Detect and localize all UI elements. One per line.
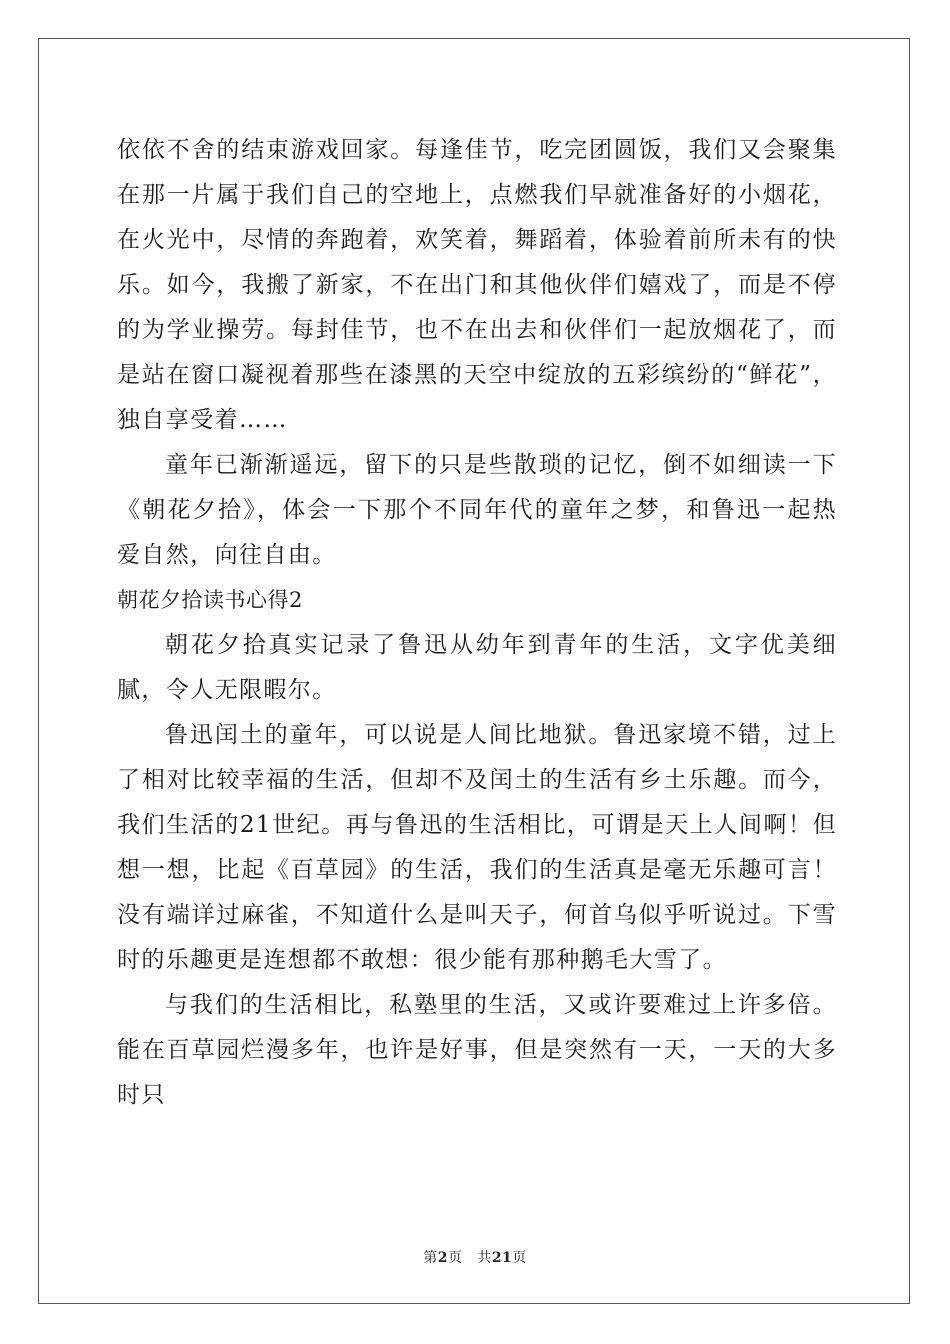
section-paragraph-2: 鲁迅闰土的童年，可以说是人间比地狱。鲁迅家境不错，过上了相对比较幸福的生活，但却不及闰土的生活有乡土乐趣。而今，我们生活的21世纪。再与鲁迅的生活相比，可谓是天上人间啊！但想一想，比起《百草园》的生活，我们的生活真是毫无乐趣可言！没有端详过麻雀，不知道什么是叫天子，何首乌似乎听说过。下雪时的乐趣更是连想都不敢想：很少能有那种鹅毛大雪了。 [117, 722, 837, 973]
footer-prefix: 第 [423, 1250, 438, 1266]
section-paragraph-3: 与我们的生活相比，私塾里的生活，又或许要难过上许多倍。能在百草园烂漫多年，也许是好事，但是突然有一天，一天的大多时只 [117, 992, 837, 1108]
footer-page-unit: 页 [447, 1250, 463, 1266]
paragraph-continued: 依依不舍的结束游戏回家。每逢佳节，吃完团圆饭，我们又会聚集在那一片属于我们自己的空地上，点燃我们早就准备好的小烟花，在火光中，尽情的奔跑着，欢笑着，舞蹈着，体验着前所未有的快乐。如今，我搬了新家，不在出门和其他伙伴们嬉戏了，而是不停的为学业操劳。每封佳节，也不在出去和伙伴们一起放烟花了，而是站在窗口凝视着那些在漆黑的天空中绽放的五彩缤纷的“鲜花”，独自享受着…… [117, 137, 837, 433]
footer-current-page: 2 [437, 1250, 448, 1266]
section-paragraph-1: 朝花夕拾真实记录了鲁迅从幼年到青年的生活，文字优美细腻，令人无限暇尔。 [117, 632, 837, 703]
footer-total-unit: 页 [512, 1250, 527, 1266]
footer-total-prefix: 共 [477, 1250, 492, 1266]
section-heading: 朝花夕拾读书心得2 [117, 588, 303, 612]
paragraph-conclusion: 童年已渐渐遥远，留下的只是些散琐的记忆，倒不如细读一下《朝花夕拾》，体会一下那个不同年代的童年之梦，和鲁迅一起热爱自然，向往自由。 [117, 452, 837, 568]
document-body [117, 128, 837, 1118]
page-footer [0, 1247, 950, 1267]
footer-total-pages: 21 [491, 1250, 513, 1266]
